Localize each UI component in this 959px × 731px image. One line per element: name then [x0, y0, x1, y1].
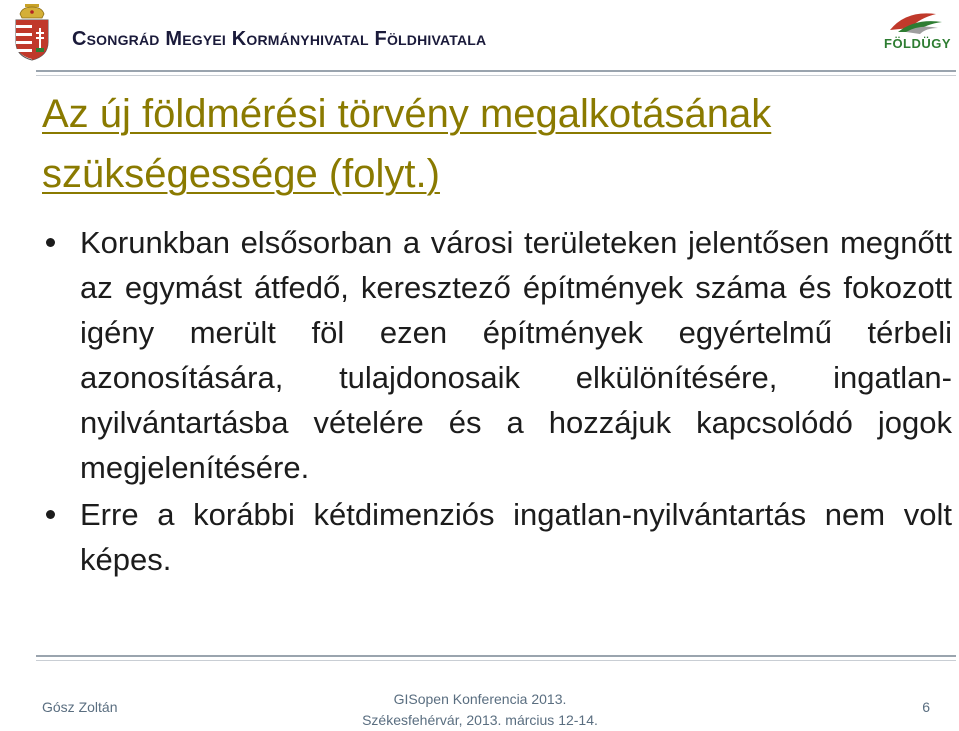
bullet-text: Erre a korábbi kétdimenziós ingatlan-nyilvántartás nem volt képes. [80, 497, 952, 577]
footer-conference: GISopen Konferencia 2013. [393, 691, 567, 707]
footer-place-date: Székesfehérvár, 2013. március 12-14. [362, 712, 598, 728]
page-number: 6 [922, 699, 930, 715]
bullet-dot-icon [46, 238, 55, 247]
bullet-item [42, 220, 952, 490]
logo-text: FÖLDÜGY [884, 36, 952, 51]
foldugy-logo-icon [876, 4, 952, 60]
slide-title: Az új földmérési törvény megalkotásának szükségessége (folyt.) [42, 92, 772, 196]
header-divider [36, 70, 956, 72]
bullet-text: Korunkban elsősorban a városi területeken jelentősen megnőtt az egymást átfedő, keresztező építmények száma és fokozott igény merült föl ezen építmények egyértelmű térbeli azonosítására, tulajdonosaik elkülönítésére, ingatlan-nyilvántartásba vételére és a hozzájuk kapcsolódó jogok megjelenítésére. [80, 225, 952, 485]
footer-event [340, 689, 620, 731]
org-title: Csongrád Megyei Kormányhivatal Földhivatala [72, 28, 487, 50]
bullet-dot-icon [46, 510, 55, 519]
footer-author: Gósz Zoltán [42, 699, 118, 715]
bullet-list [42, 220, 952, 584]
coat-of-arms-icon [10, 4, 54, 62]
footer-divider-thin [36, 660, 956, 661]
bullet-item [42, 492, 952, 582]
header-divider-thin [36, 75, 956, 76]
footer-divider [36, 655, 956, 657]
